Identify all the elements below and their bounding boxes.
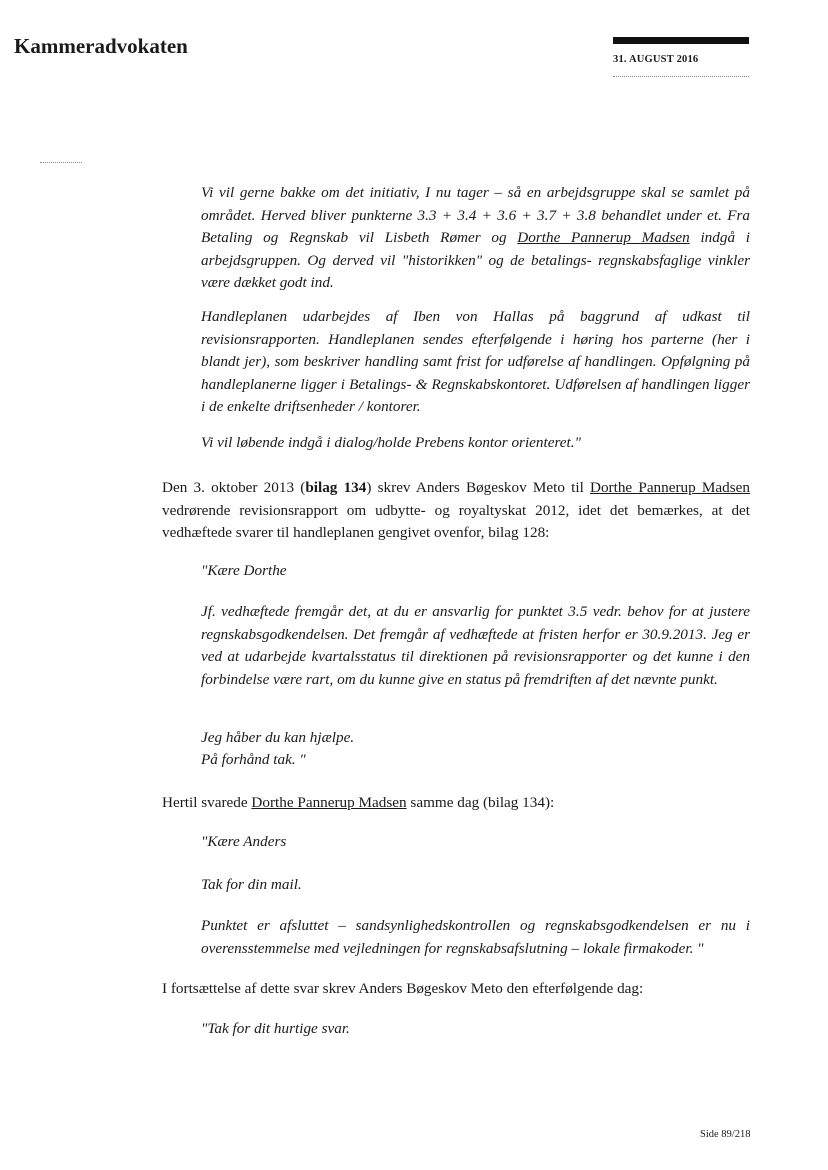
- header-rule: [613, 37, 749, 44]
- quote1-text-a: Vi vil gerne bakke om det initiativ, I nu tager – så en arbejdsgruppe skal se samlet på området. Herved bliver punkterne 3.3 + 3.4 + 3.6 + 3.7 + 3.8 behandlet under et. Fra Betaling og Regnskab vil Lisbeth Rømer og: [201, 184, 750, 246]
- quote2-line2: På forhånd tak. ": [201, 751, 306, 768]
- quote2-paragraph1: Jf. vedhæftede fremgår det, at du er ansvarlig for punktet 3.5 vedr. behov for at justere regnskabsgodkendelsen. Det fremgår af vedhæftede at fristen herfor er 30.9.2013. Jeg er ved at udarbejde kvartalsstatus til direktionen på revisionsrapporter og det kunne i den forbindelse være rart, om du kunne give en status på fremdriften af det nævnte punkt.: [201, 603, 750, 688]
- page-number: Side 89/218: [700, 1129, 751, 1140]
- body-paragraph3: I fortsættelse af dette svar skrev Anders Bøgeskov Meto den efterfølgende dag:: [162, 980, 644, 997]
- person-name-underlined: Dorthe Pannerup Madsen: [517, 229, 690, 246]
- body1-text-a: Den 3. oktober 2013 (: [162, 479, 306, 496]
- quote4-paragraph: "Tak for dit hurtige svar.: [201, 1020, 350, 1037]
- quote1-paragraph2: Handleplanen udarbejdes af Iben von Hallas på baggrund af udkast til revisionsrapporten. Handleplanen sendes efterfølgende i høring hos parterne (her i blandt jer), som beskriver handling samt frist for udførelse af handlingen. Opfølgning på handleplanerne ligger i Betalings- & Regnskabskontoret. Udførelsen af handlingen ligger i de enkelte driftsenheder / kontorer.: [201, 308, 750, 415]
- body2-text-b: samme dag (bilag 134):: [406, 794, 555, 811]
- quote3-paragraph2: Punktet er afsluttet – sandsynlighedskontrollen og regnskabsgodkendelsen er nu i overensstemmelse med vejledningen for regnskabsafslutning – lokale firmakoder. ": [201, 917, 750, 957]
- header-dotted-divider: [613, 76, 749, 77]
- quote3-greeting: "Kære Anders: [201, 833, 287, 850]
- person-name-underlined: Dorthe Pannerup Madsen: [251, 794, 407, 811]
- quote1-paragraph1: [201, 182, 750, 295]
- header-date: 31. AUGUST 2016: [613, 54, 699, 65]
- person-name-underlined: Dorthe Pannerup Madsen: [590, 479, 751, 496]
- body1-text-b: ) skrev Anders Bøgeskov Meto til: [366, 479, 590, 496]
- quote2-greeting: "Kære Dorthe: [201, 562, 287, 579]
- quote2-line1: Jeg håber du kan hjælpe.: [201, 729, 355, 746]
- body-paragraph2: [162, 792, 750, 815]
- bilag-reference: bilag 134: [305, 479, 367, 496]
- margin-dotted-divider: [40, 162, 82, 163]
- body-paragraph1: [162, 477, 750, 545]
- quote1-text-b: indgå i arbejdsgruppen. Og derved vil "historikken" og de betalings- regnskabsfaglige vinkler være dækket godt ind.: [201, 229, 750, 291]
- body2-text-a: Hertil svarede: [162, 794, 252, 811]
- header-title: Kammeradvokaten: [14, 34, 188, 58]
- quote3-paragraph1: Tak for din mail.: [201, 876, 302, 893]
- body1-text-c: vedrørende revisionsrapport om udbytte- og royaltyskat 2012, idet det bemærkes, at det vedhæftede svarer til handleplanen gengivet ovenfor, bilag 128:: [162, 501, 750, 541]
- quote1-paragraph3: Vi vil løbende indgå i dialog/holde Prebens kontor orienteret.": [201, 434, 581, 451]
